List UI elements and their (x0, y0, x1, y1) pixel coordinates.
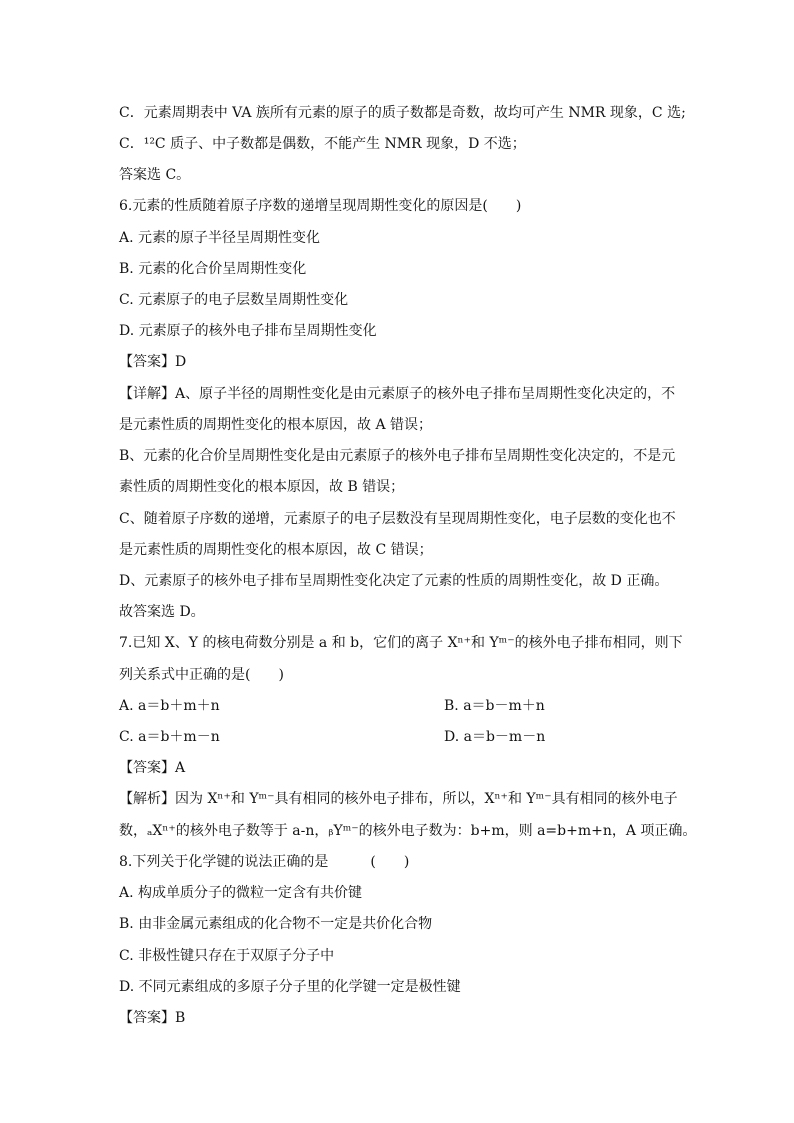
q7-option-c: C. a＝b＋m－n (119, 729, 220, 745)
q6-explanation: 是元素性质的周期性变化的根本原因，故 A 错误； (119, 417, 433, 433)
q6-explanation: 是元素性质的周期性变化的根本原因，故 C 错误； (119, 542, 433, 558)
q7-answer: 【答案】A (119, 760, 186, 776)
q8-option-a: A. 构成单质分子的微粒一定含有共价键 (119, 885, 363, 901)
text-line: C．¹²C 质子、中子数都是偶数，不能产生 NMR 现象，D 不选； (119, 136, 526, 152)
question-7: 7.已知 X、Y 的核电荷数分别是 a 和 b，它们的离子 Xⁿ⁺和 Yᵐ⁻的核外电子排布相同，则下 (119, 635, 683, 651)
question-8: 8.下列关于化学键的说法正确的是 ( ) (119, 854, 410, 870)
q6-option-c: C. 元素原子的电子层数呈周期性变化 (119, 292, 349, 308)
text-line: 答案选 C。 (119, 167, 191, 183)
question-6: 6.元素的性质随着原子序数的递增呈现周期性变化的原因是( ) (119, 198, 522, 214)
q8-option-d: D. 不同元素组成的多原子分子里的化学键一定是极性键 (119, 979, 461, 995)
q6-option-a: A. 元素的原子半径呈周期性变化 (119, 230, 321, 246)
q6-explanation: 【详解】A、原子半径的周期性变化是由元素原子的核外电子排布呈周期性变化决定的，不 (119, 386, 676, 402)
q7-option-b: B. a＝b－m＋n (444, 698, 545, 714)
q6-conclusion: 故答案选 D。 (119, 604, 205, 620)
q8-answer: 【答案】B (119, 1010, 186, 1026)
q7-option-d: D. a＝b－m－n (444, 729, 546, 745)
q6-explanation: C、随着原子序数的递增，元素原子的电子层数没有呈现周期性变化，电子层数的变化也不 (119, 511, 676, 527)
text-line: C．元素周期表中 VA 族所有元素的原子的质子数都是奇数，故均可产生 NMR 现象，C 选; (119, 105, 686, 121)
q8-option-c: C. 非极性键只存在于双原子分子中 (119, 948, 335, 964)
q6-option-b: B. 元素的化合价呈周期性变化 (119, 261, 307, 277)
q7-explanation: 【解析】因为 Xⁿ⁺和 Yᵐ⁻具有相同的核外电子排布，所以，Xⁿ⁺和 Yᵐ⁻具有相同的核外电子 (119, 791, 678, 807)
q6-explanation: D、元素原子的核外电子排布呈周期性变化决定了元素的性质的周期性变化，故 D 正确。 (119, 573, 669, 589)
q7-option-a: A. a＝b＋m＋n (119, 698, 220, 714)
q6-answer: 【答案】D (119, 354, 187, 370)
q6-explanation: 素性质的周期性变化的根本原因，故 B 错误； (119, 479, 405, 495)
q8-option-b: B. 由非金属元素组成的化合物不一定是共价化合物 (119, 916, 433, 932)
question-7: 列关系式中正确的是( ) (119, 667, 284, 683)
q6-explanation: B、元素的化合价呈周期性变化是由元素原子的核外电子排布呈周期性变化决定的，不是元 (119, 448, 676, 464)
q7-explanation: 数，ₐXⁿ⁺的核外电子数等于 a-n，ᵦYᵐ⁻的核外电子数为：b+m，则 a=b+m+n，A 项正确。 (119, 823, 697, 839)
q6-option-d: D. 元素原子的核外电子排布呈周期性变化 (119, 323, 377, 339)
